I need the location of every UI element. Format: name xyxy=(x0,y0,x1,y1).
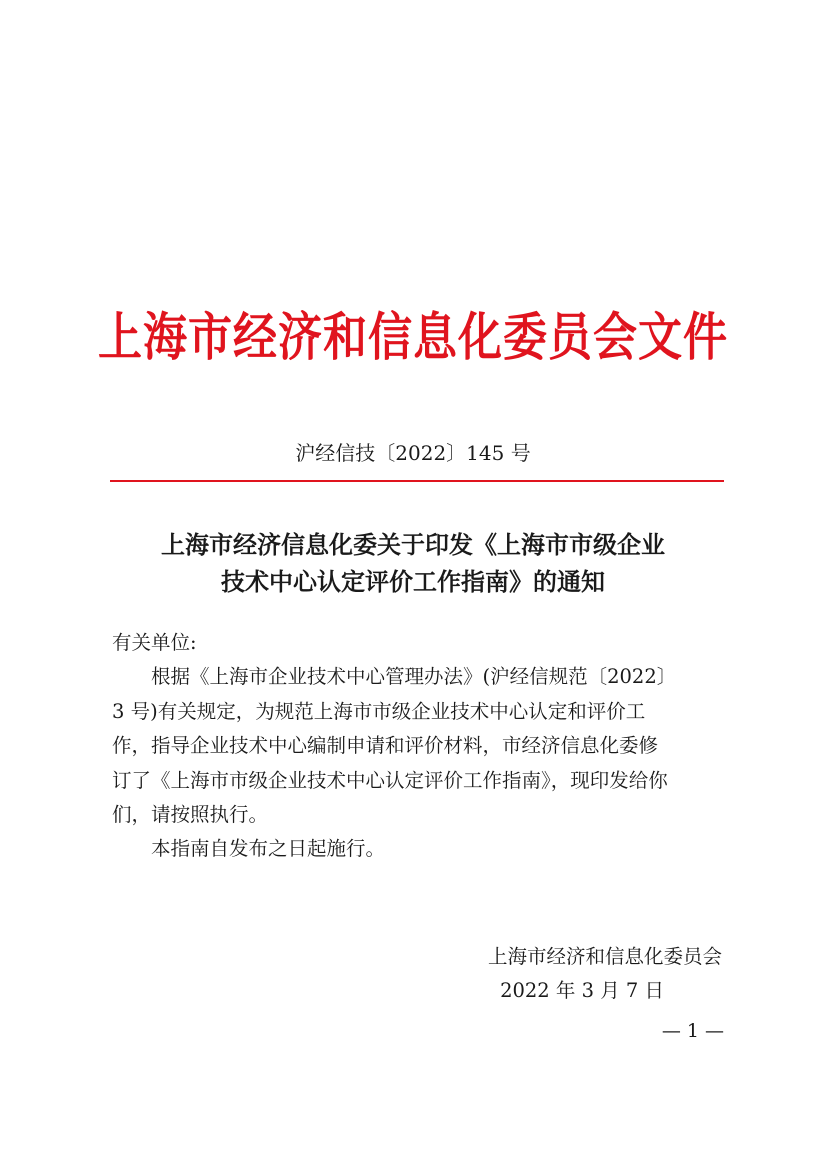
notice-title-line-1: 上海市经济信息化委关于印发《上海市市级企业 xyxy=(161,530,665,559)
signature-block xyxy=(488,940,722,1008)
notice-body xyxy=(112,626,724,867)
paragraph-line: 订了《上海市市级企业技术中心认定评价工作指南》，现印发给你 xyxy=(112,768,668,792)
signature-date: 2022 年 3 月 7 日 xyxy=(500,979,664,1002)
document-number: 沪经信技〔2022〕145 号 xyxy=(295,441,531,465)
body-paragraph-1 xyxy=(112,660,724,832)
salutation: 有关单位: xyxy=(112,631,197,654)
issuer-title: 上海市经济和信息化委员会文件 xyxy=(98,307,728,368)
red-divider-line xyxy=(110,480,724,482)
paragraph-line: 根据《上海市企业技术中心管理办法》(沪经信规范〔2022〕 xyxy=(151,665,677,689)
paragraph-line: 本指南自发布之日起施行。 xyxy=(151,837,386,861)
body-paragraph-2 xyxy=(112,832,724,866)
paragraph-line: 3 号)有关规定，为规范上海市市级企业技术中心认定和评价工 xyxy=(112,699,646,723)
signature-organization: 上海市经济和信息化委员会 xyxy=(487,945,722,968)
paragraph-line: 作，指导企业技术中心编制申请和评价材料，市经济信息化委修 xyxy=(112,734,659,758)
notice-title-line-2: 技术中心认定评价工作指南》的通知 xyxy=(221,567,605,596)
notice-title xyxy=(100,526,726,600)
page-number: — 1 — xyxy=(661,1020,724,1042)
paragraph-line: 们，请按照执行。 xyxy=(112,803,269,827)
